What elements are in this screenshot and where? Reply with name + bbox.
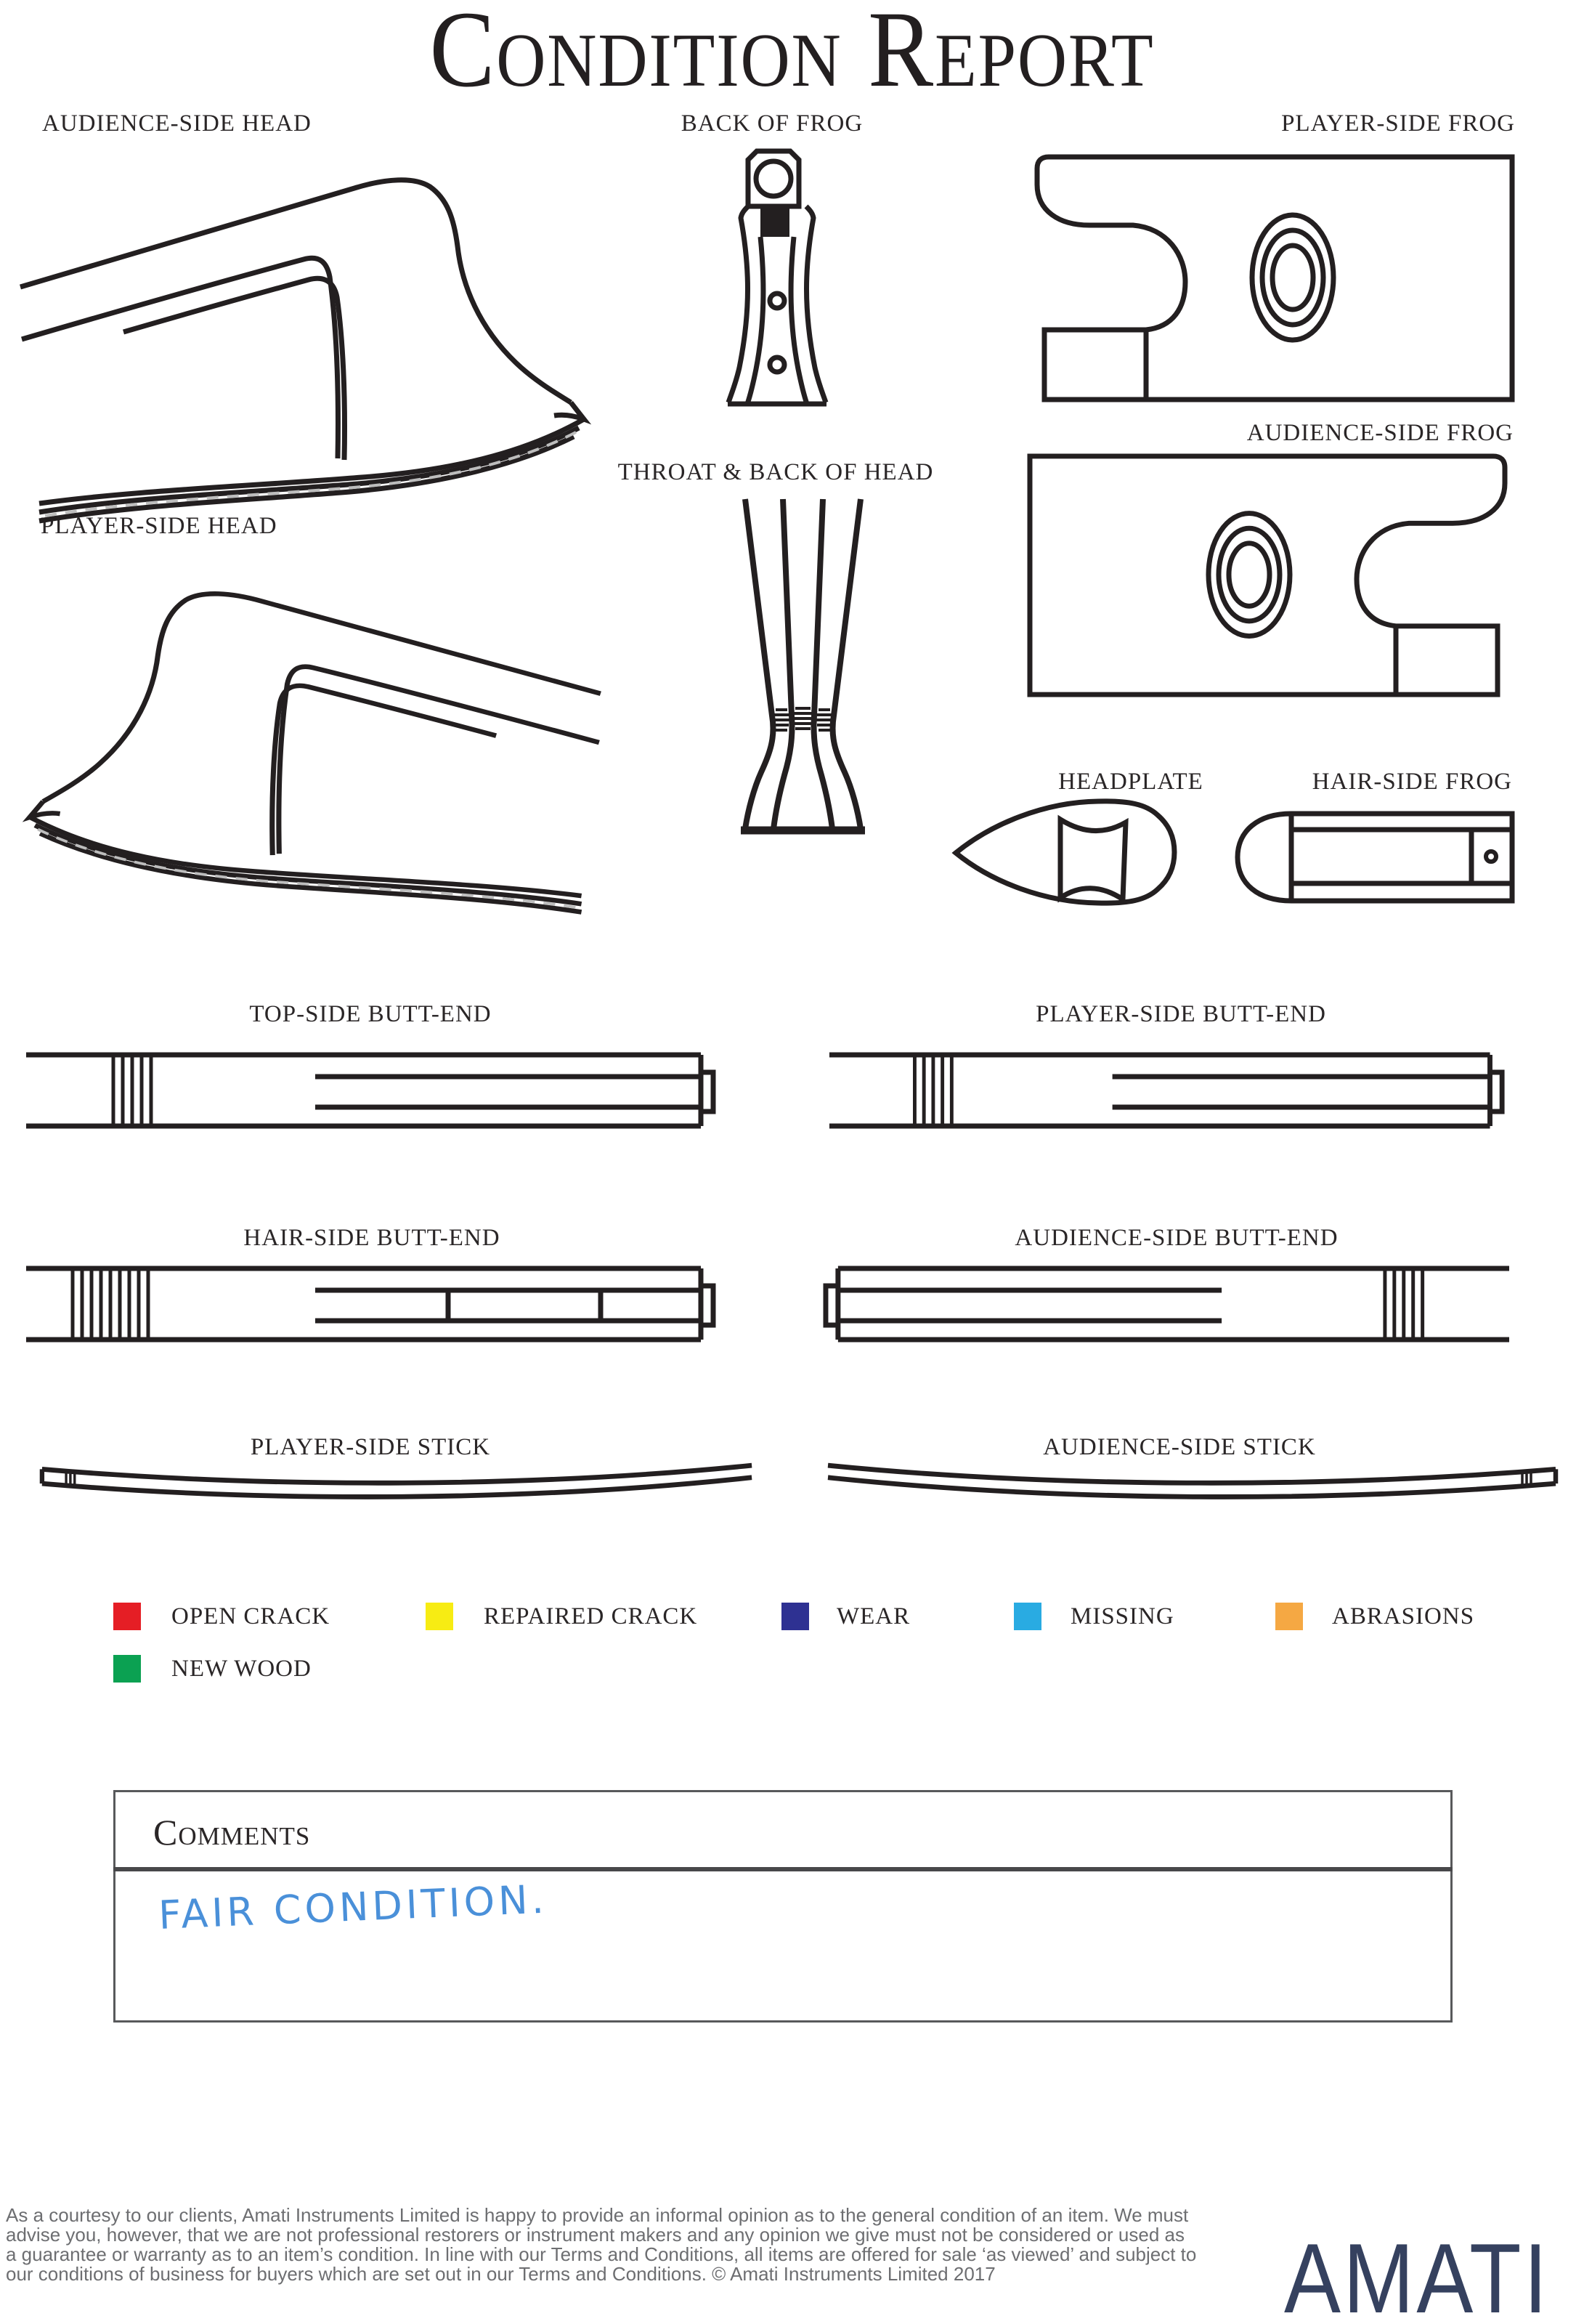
label-audience-side-butt-end: AUDIENCE-SIDE BUTT-END bbox=[1015, 1225, 1339, 1251]
audience-side-butt-end-diagram bbox=[821, 1264, 1511, 1344]
player-side-frog-diagram bbox=[1024, 153, 1518, 404]
audience-side-head-diagram bbox=[15, 142, 588, 527]
comments-divider bbox=[113, 1867, 1453, 1871]
legend-swatch-missing bbox=[1014, 1603, 1041, 1630]
top-side-butt-end-diagram bbox=[25, 1050, 718, 1130]
comments-heading: Comments bbox=[153, 1812, 311, 1853]
legend-label-new-wood: NEW WOOD bbox=[171, 1656, 312, 1682]
label-player-side-head: PLAYER-SIDE HEAD bbox=[41, 513, 277, 539]
hair-side-butt-end-diagram bbox=[25, 1264, 718, 1344]
amati-logo: AMATI bbox=[1284, 2223, 1550, 2324]
player-side-stick-diagram bbox=[39, 1463, 755, 1499]
page-title: Condition Report bbox=[429, 0, 1155, 110]
label-hair-side-butt-end: HAIR-SIDE BUTT-END bbox=[243, 1225, 500, 1251]
label-player-side-butt-end: PLAYER-SIDE BUTT-END bbox=[1036, 1001, 1326, 1027]
label-headplate: HEADPLATE bbox=[1058, 769, 1203, 795]
legend-swatch-new-wood bbox=[113, 1655, 141, 1683]
legend-swatch-abrasions bbox=[1275, 1603, 1303, 1630]
legend-label-open-crack: OPEN CRACK bbox=[171, 1603, 330, 1629]
player-side-butt-end-diagram bbox=[828, 1050, 1507, 1130]
footer-line: a guarantee or warranty as to an item’s condition. In line with our Terms and Conditions, all items are offered for sale ‘as viewed’ and subject to bbox=[6, 2243, 1197, 2265]
footer-line: As a courtesy to our clients, Amati Instruments Limited is happy to provide an informal opinion as to the general condition of an item. We must bbox=[6, 2204, 1189, 2226]
comments-box bbox=[113, 1790, 1453, 2023]
legend-swatch-repaired-crack bbox=[426, 1603, 453, 1630]
legend-label-repaired-crack: REPAIRED CRACK bbox=[484, 1603, 698, 1629]
back-of-frog-diagram bbox=[726, 150, 828, 405]
footer-line: advise you, however, that we are not professional restorers or instrument makers and any opinion we give must not be considered or used as bbox=[6, 2224, 1185, 2246]
footer-line: our conditions of business for buyers which are set out in our Terms and Conditions. © Amati Instruments Limited 2017 bbox=[6, 2263, 996, 2285]
legend-label-abrasions: ABRASIONS bbox=[1332, 1603, 1475, 1629]
hair-side-frog-diagram bbox=[1232, 811, 1515, 904]
label-top-side-butt-end: TOP-SIDE BUTT-END bbox=[249, 1001, 492, 1027]
label-audience-side-stick: AUDIENCE-SIDE STICK bbox=[1043, 1434, 1316, 1460]
player-side-head-diagram bbox=[25, 558, 606, 918]
audience-side-frog-diagram bbox=[1024, 452, 1518, 699]
label-player-side-stick: PLAYER-SIDE STICK bbox=[250, 1434, 491, 1460]
throat-back-of-head-diagram bbox=[732, 498, 874, 839]
handwritten-comment: FAIR CONDITION. bbox=[158, 1876, 548, 1938]
legend-label-wear: WEAR bbox=[837, 1603, 911, 1629]
label-hair-side-frog: HAIR-SIDE FROG bbox=[1312, 769, 1512, 795]
headplate-diagram bbox=[951, 792, 1184, 912]
legend-swatch-wear bbox=[781, 1603, 809, 1630]
label-audience-side-head: AUDIENCE-SIDE HEAD bbox=[42, 110, 312, 137]
legend-label-missing: MISSING bbox=[1071, 1603, 1174, 1629]
legend-swatch-open-crack bbox=[113, 1603, 141, 1630]
label-throat-back-of-head: THROAT & BACK OF HEAD bbox=[617, 459, 934, 485]
audience-side-stick-diagram bbox=[825, 1463, 1559, 1499]
label-player-side-frog: PLAYER-SIDE FROG bbox=[1281, 110, 1515, 137]
label-back-of-frog: BACK OF FROG bbox=[681, 110, 864, 137]
footer-disclaimer bbox=[6, 2206, 1196, 2284]
label-audience-side-frog: AUDIENCE-SIDE FROG bbox=[1246, 420, 1514, 446]
